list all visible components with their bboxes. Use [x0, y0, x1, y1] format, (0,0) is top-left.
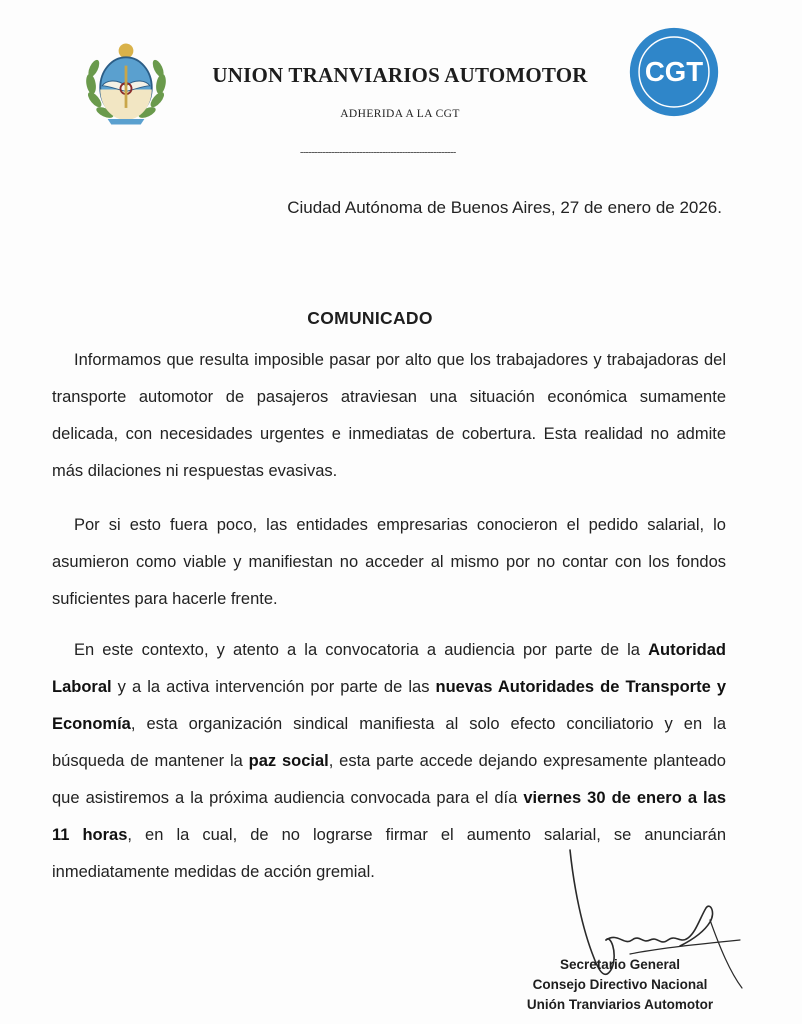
organization-name: UNION TRANVIARIOS AUTOMOTOR: [212, 63, 588, 87]
highlight-fecha-audiencia: viernes 30 de enero a las 11 horas: [52, 789, 726, 844]
organization-affiliation: ADHERIDA A LA CGT: [340, 108, 460, 120]
signatory-organization: Unión Tranviarios Automotor: [526, 997, 714, 1012]
signatory-council: Consejo Directivo Nacional: [532, 977, 708, 992]
header-separator: -------------------------------------------------------: [300, 147, 456, 158]
document-date: Ciudad Autónoma de Buenos Aires, 27 de enero de 2026.: [287, 198, 722, 217]
signatory-title: Secretario General: [559, 957, 681, 972]
highlight-nuevas-autoridades: nuevas Autoridades de Transporte y Economía: [52, 678, 726, 733]
paragraph-3-text: , esta organización sindical manifiesta al solo efecto conciliatorio y en la búsqueda de mantener la: [52, 715, 726, 770]
paragraph-3-text: , esta parte accede dejando expresamente planteado que asistiremos a la próxima audiencia convocada para el día: [52, 752, 726, 807]
paragraph-3-text: y a la activa intervención por parte de las: [111, 678, 436, 696]
highlight-paz-social: paz social: [248, 752, 329, 770]
paragraph-3-text: , en la cual, de no lograrse firmar el aumento salarial, se anunciarán inmediatamente medidas de acción gremial.: [52, 826, 726, 881]
document-title: COMUNICADO: [307, 308, 433, 328]
paragraph-1: Informamos que resulta imposible pasar por alto que los trabajadores y trabajadoras del transporte automotor de pasajeros atraviesan una situación económica sumamente delicada, con necesidades urgentes e inmediatas de cobertura. Esta realidad no admite más dilaciones ni respuestas evasivas.: [52, 351, 726, 480]
paragraph-3-text: En este contexto, y atento a la convocatoria a audiencia por parte de la: [74, 641, 649, 659]
cgt-logo-text: CGT: [644, 56, 704, 88]
paragraph-2: Por si esto fuera poco, las entidades empresarias conocieron el pedido salarial, lo asumieron como viable y manifiestan no acceder al mismo por no contar con los fondos suficientes para hacerle frente.: [52, 516, 726, 608]
highlight-autoridad-laboral: Autoridad Laboral: [52, 641, 726, 696]
signature-block: [505, 955, 735, 1015]
